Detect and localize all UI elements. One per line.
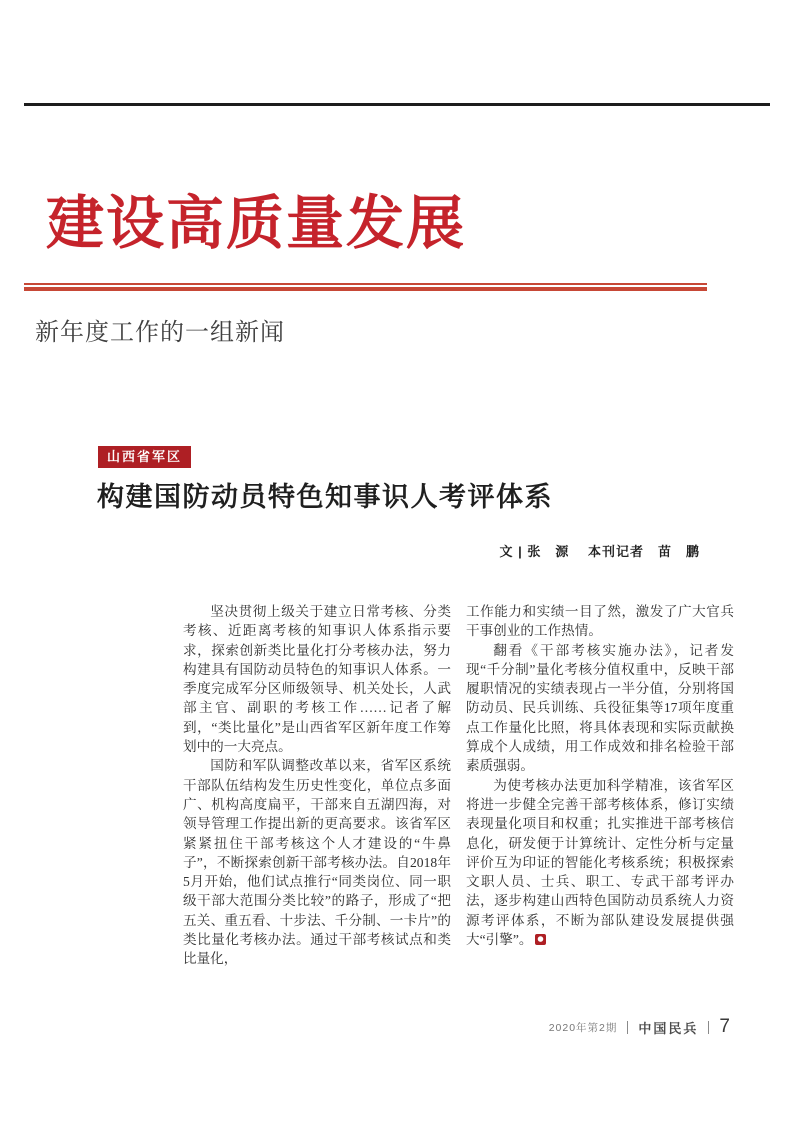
section-badge: 山西省军区 [98,446,191,468]
footer-separator [627,1021,628,1034]
masthead-title: 建设高质量发展 [46,191,467,256]
top-divider-rule [24,103,770,106]
footer-separator [708,1021,709,1034]
article-byline: 文 | 张 源 本刊记者 苗 鹏 [499,544,700,559]
footer-issue: 2020年第2期 [548,1021,618,1034]
masthead-divider-thick [24,287,707,291]
footer-magazine-name: 中国民兵 [638,1020,699,1036]
article-body [183,602,734,969]
article-paragraph: 翻看《干部考核实施办法》，记者发现“千分制”量化考核分值权重中，反映干部履职情况的实绩表现占一半分值，分别将国防动员、民兵训练、兵役征集等17项年度重点工作量化比照，将具体表现和实际贡献换算成个人成绩，用工作成效和排名检验干部素质强弱。 [466,642,734,774]
article-paragraph: 坚决贯彻上级关于建立日常考核、分类考核、近距离考核的知事识人体系指示要求，探索创新类比量化打分考核办法，努力构建具有国防动员特色的知事识人体系。一季度完成军分区师级领导、机关处长，人武部主官、副职的考核工作……记者了解到，“类比量化”是山西省军区新年度工作筹划中的一大亮点。 [183,604,451,755]
article-paragraph: 工作能力和实绩一目了然，激发了广大官兵干事创业的工作热情。 [466,604,734,639]
article-paragraph: 为使考核办法更加科学精准，该省军区将进一步健全完善干部考核体系，修订实绩表现量化项目和权重；扎实推进干部考核信息化，研发便于计算统计、定性分析与定量评价互为印证的智能化考核系统；积极探索文职人员、士兵、职工、专武干部考评办法，逐步构建山西特色国防动员系统人力资源考评体系，不断为部队建设发展提供强大“引擎”。 [466,777,734,948]
article-paragraph: 国防和军队调整改革以来，省军区系统干部队伍结构发生历史性变化，单位点多面广、机构高度扁平，干部来自五湖四海，对领导管理工作提出新的更高要求。该省军区紧紧扭住干部考核这个人才建设的“牛鼻子”，不断探索创新干部考核办法。自2018年5月开始，他们试点推行“同类岗位、同一职级干部大范围分类比较”的路子，形成了“把五关、重五看、十步法、千分制、一卡片”的类比量化考核办法。通过干部考核试点和类比量化， [183,758,451,967]
footer-page-number: 7 [719,1016,730,1037]
page-footer [549,1016,730,1038]
article-column-left [183,602,451,969]
article-column-right [466,602,734,969]
masthead-subtitle: 新年度工作的一组新闻 [35,319,285,346]
end-mark-icon [535,934,546,945]
masthead-divider-thin [24,283,707,285]
article-headline: 构建国防动员特色知事识人考评体系 [97,482,553,512]
